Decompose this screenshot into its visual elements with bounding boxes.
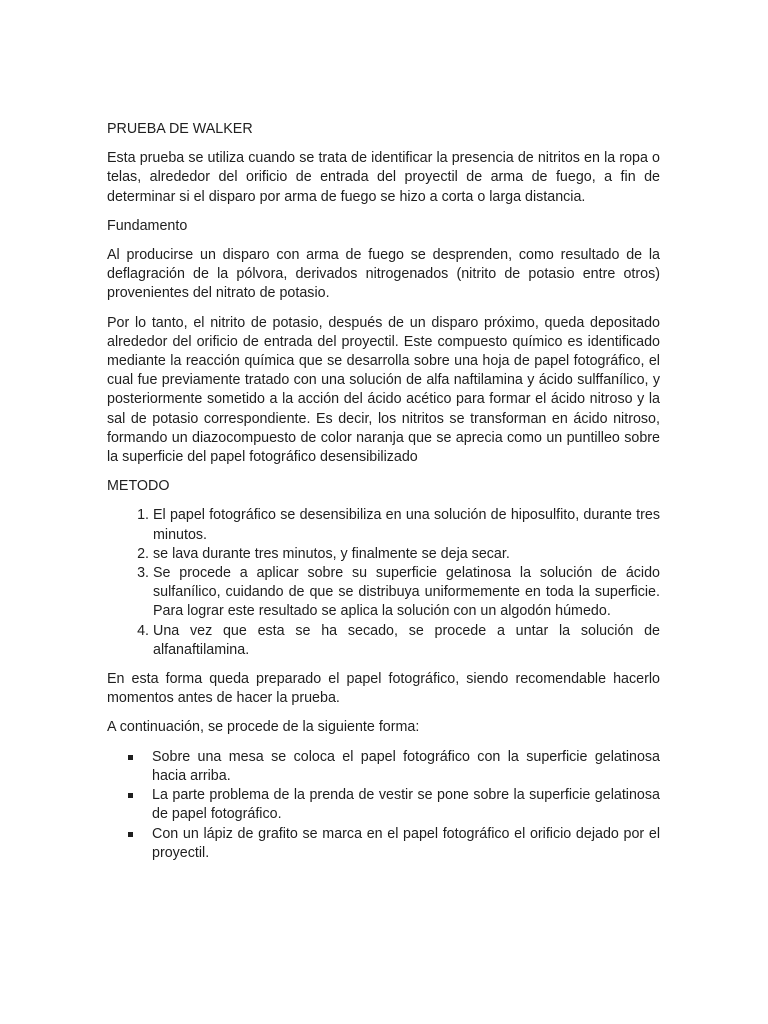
after-steps-paragraph: En esta forma queda preparado el papel fotográfico, siendo recomendable hacerlo momentos antes de hacer la prueba. [107, 671, 660, 707]
bullet-item [152, 786, 660, 824]
method-step: 4. Una vez que esta se ha secado, se procede a untar la solución de alfanaftilamina. [153, 622, 660, 660]
fundamento-paragraph-2: Por lo tanto, el nitrito de potasio, después de un disparo próximo, queda depositado alrededor del orificio de entrada del proyectil. Este compuesto químico es identificado mediante la reacción química que se desarrolla sobre una hoja de papel fotográfico, el cual fue previamente tratado con una solución de alfa naftilamina y ácido sulffanílico, y posteriormente sometido a la acción del ácido acético para formar el ácido nitroso y la sal de potasio correspondiente. Es decir, los nitritos se transforman en ácido nitroso, formando un diazocompuesto de color naranja que se aprecia como un puntilleo sobre la superficie del papel fotográfico desensibilizado [107, 314, 660, 466]
method-steps-list [107, 506, 660, 660]
document-title: PRUEBA DE WALKER [107, 121, 253, 137]
method-step: 1. El papel fotográfico se desensibiliza en una solución de hiposulfito, durante tres minutos. [153, 506, 660, 544]
continuation-paragraph: A continuación, se procede de la siguiente forma: [107, 719, 420, 736]
metodo-heading: METODO [107, 478, 170, 495]
procedure-bullet-list [107, 748, 660, 863]
bullet-text: La parte problema de la prenda de vestir se pone sobre la superficie gelatinosa de papel fotográfico. [152, 787, 660, 823]
bullet-item [152, 825, 660, 863]
fundamento-paragraph-1: Al producirse un disparo con arma de fuego se desprenden, como resultado de la deflagración de la pólvora, derivados nitrogenados (nitrito de potasio entre otros) provenientes del nitrato de potasio. [107, 247, 660, 302]
method-step: 3. Se procede a aplicar sobre su superficie gelatinosa la solución de ácido sulfanílico, cuidando de que se distribuya uniformemente en toda la superficie. Para lograr este resultado se aplica la solución con un algodón húmedo. [153, 564, 660, 622]
bullet-text: Con un lápiz de grafito se marca en el papel fotográfico el orificio dejado por el proyectil. [152, 825, 660, 861]
intro-paragraph: Esta prueba se utiliza cuando se trata de identificar la presencia de nitritos en la ropa o telas, alrededor del orificio de entrada del proyectil de arma de fuego, a fin de determinar si el disparo por arma de fuego se hizo a corta o larga distancia. [107, 150, 660, 205]
bullet-text: Sobre una mesa se coloca el papel fotográfico con la superficie gelatinosa hacia arriba. [152, 748, 660, 784]
square-bullet-icon [128, 832, 133, 837]
method-step: 2. se lava durante tres minutos, y finalmente se deja secar. [153, 545, 660, 564]
square-bullet-icon [128, 755, 133, 760]
fundamento-heading: Fundamento [107, 217, 188, 234]
square-bullet-icon [128, 793, 133, 798]
bullet-item [152, 748, 660, 786]
